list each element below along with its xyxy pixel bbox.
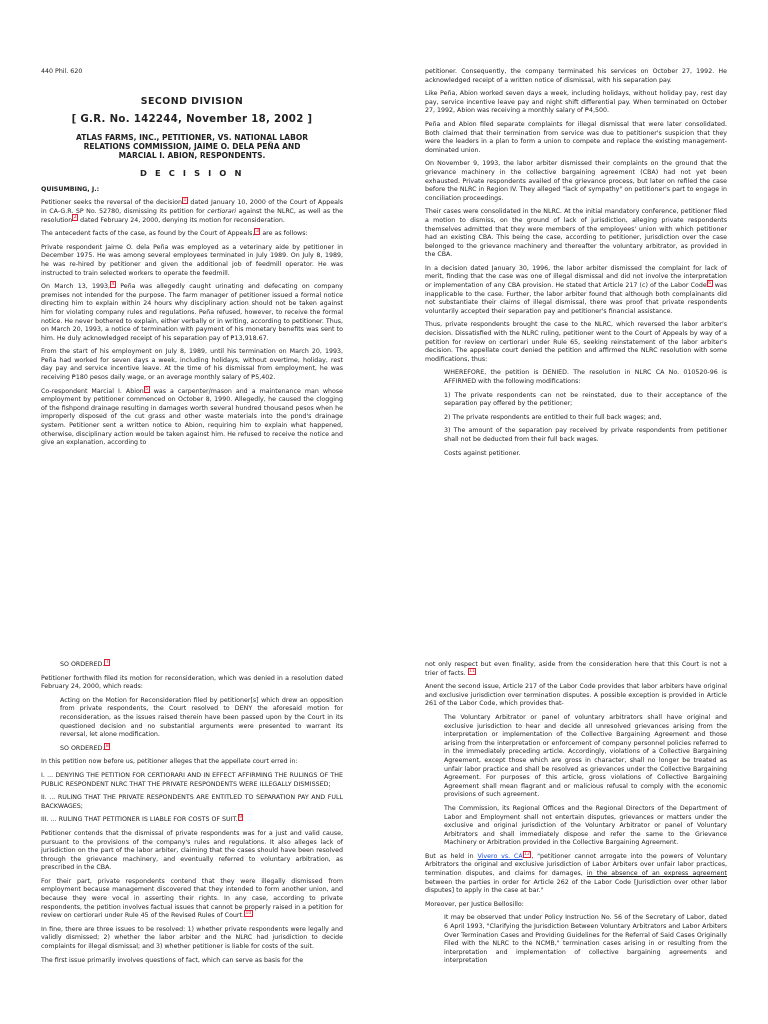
paragraph: Private respondent Jaime O. dela Peña was employed as a veterinary aide by petitioner in December 1975. He was among several employees terminated in July 1989. On July 8, 1989, he was re-hired by petitioner and given the additional job of feedmill operator. He was instructed to train selected workers to operate the feedmill.	[41, 243, 343, 277]
block-quote: The Voluntary Arbitrator or panel of voluntary arbitrators shall have original and exclusive jurisdiction to hear and decide all unresolved grievances arising from the interpretation or implementation of the Collective Bargaining Agreement and those arising from the interpretation or enforcement of company personnel policies referred to in the immediately preceding article. Accordingly, violations of a Collective Bargaining Agreement, except those which are gross in character, shall no longer be treated as unfair labor practice and shall be resolved as grievances under the Collective Bargaining Agreement. For purposes of this article, gross violations of Collective Bargaining Agreement shall mean flagrant and or malicious refusal to comply with the economic provisions of such agreement.	[444, 713, 727, 799]
paragraph: The antecedent facts of the case, as found by the Court of Appeals, $^3$ are as follows:	[41, 229, 308, 238]
footnote-ref-link[interactable]: 2	[73, 215, 77, 221]
footnote-ref-link[interactable]: 3	[255, 229, 259, 235]
page1-left-column	[41, 68, 343, 453]
paragraph: Their cases were consolidated in the NLRC. At the initial mandatory conference, petitioner filed a motion to dismiss, on the ground of lack of jurisdiction, alleging private respondents themselves admitted that they were members of the employees' union with which petitioner had an existing CBA. This being the case, according to petitioner, jurisdiction over the case belonged to the grievance machinery and thereafter the voluntary arbitrator, as provided in the CBA.	[425, 208, 727, 259]
assignment-of-error: I. ... DENYING THE PETITION FOR CERTIORARI AND IN EFFECT AFFIRMING THE RULINGS OF THE PUBLIC RESPONDENT NLRC THAT THE PRIVATE RESPONDENTS WERE ILLEGALLY DISMISSED;	[41, 771, 343, 788]
paragraph: But as held in Vivero vs. CA $^{12}$ , "petitioner cannot arrogate into the powers of Voluntary Arbitrators the original and exclusive jurisdiction of Labor Arbiters over unfair labor practices, termination disputes, and claims for damages, in the absence of an express agreement between the parties in order for Article 262 of the Labor Code [Jurisdiction over other labor disputes] to apply in the case at bar."	[425, 851, 727, 895]
block-quote: The Commission, its Regional Offices and the Regional Directors of the Department of Labor and Employment shall not entertain disputes, grievances or matters under the exclusive and original jurisdiction of the Voluntary Arbitrator or panel of Voluntary Arbitrators and shall immediately dispose and refer the same to the Grievance Machinery or Arbitration provided in the Collective Bargaining Agreement.	[444, 804, 727, 847]
division-heading: SECOND DIVISION	[140, 95, 244, 107]
paragraph: On November 9, 1993, the labor arbiter dismissed their complaints on the ground that the grievance machinery in the collective bargaining agreement (CBA) had not yet been exhausted. Private respondents availed of the grievance process, but later on refiled the case before the NLRC in Region IV. They alleged "lack of sympathy" on petitioner's part to engage in conciliation proceedings.	[425, 160, 727, 202]
so-ordered: SO ORDERED. $^7$	[60, 659, 109, 668]
decision-heading: D E C I S I O N	[139, 168, 244, 179]
paragraph: The first issue primarily involves questions of fact, which can serve as basis for the	[41, 956, 304, 964]
case-number-heading: [ G.R. No. 142244, November 18, 2002 ]	[71, 113, 313, 125]
case-citation-link[interactable]: Vivero vs. CA	[477, 852, 523, 860]
paragraph: Petitioner contends that the dismissal of private respondents was for a just and valid cause, pursuant to the provisions of the company's rules and regulations. It also alleges lack of jurisdiction on the part of the labor arbiter, claiming that the cases should have been resolved through the grievance machinery, and eventually referred to voluntary arbitration, as prescribed in the CBA.	[41, 829, 343, 872]
block-quote: Acting on the Motion for Reconsideration filed by petitioner[s] which drew an opposition from private respondents, the Court resolved to DENY the aforesaid motion for reconsideration, as the issues raised therein have been passed upon by the Court in its questioned decision and no substantial arguments were presented to warrant its reversal, let alone modification.	[60, 696, 343, 739]
case-parties: ATLAS FARMS, INC., PETITIONER, VS. NATIONAL LABOR RELATIONS COMMISSION, JAIME O. DELA PEÑA AND MARCIAL I. ABION, RESPONDENTS.	[76, 132, 308, 160]
block-quote: 1) The private respondents can not be reinstated, due to their acceptance of the separation pay offered by the petitioner;	[444, 391, 727, 408]
block-quote: Costs against petitioner.	[444, 449, 521, 457]
assignment-of-error: III. ... RULING THAT PETITIONER IS LIABLE FOR COSTS OF SUIT. $^9$	[41, 815, 242, 824]
paragraph: For their part, private respondents contend that they were illegally dismissed from employment because management discovered that they intended to form another union, and because they were vocal in asserting their rights. In any case, according to private respondents, the petition involves factual issues that cannot be properly raised in a petition for review on certiorari under Rule 45 of the Revised Rules of Court. $^{10}$	[41, 877, 343, 920]
paragraph: Anent the second issue, Article 217 of the Labor Code provides that labor arbiters have original and exclusive jurisdiction over termination disputes. A possible exception is provided in Article 261 of the Labor Code, which provides that-	[425, 683, 727, 708]
page2-left-column	[41, 661, 343, 970]
footnote-ref-link[interactable]: 1	[183, 198, 187, 204]
paragraph: Moreover, per Justice Bellosillo:	[425, 900, 524, 908]
footnote-ref-link[interactable]: 9	[239, 815, 242, 821]
footnote-ref-link[interactable]: 4	[111, 282, 115, 288]
paragraph: In this petition now before us, petitioner alleges that the appellate court erred in:	[41, 758, 298, 766]
footnote-ref-link[interactable]: 5	[145, 386, 149, 392]
page1-right-column	[425, 68, 727, 463]
ponente: QUISUMBING, J.:	[41, 185, 100, 193]
assignment-of-error: II. ... RULING THAT THE PRIVATE RESPONDENTS ARE ENTITLED TO SEPARATION PAY AND FULL BACKWAGES;	[41, 794, 343, 810]
block-quote: 3) The amount of the separation pay received by private respondents from petitioner shall not be deducted from their full back wages.	[444, 427, 727, 443]
footnote-ref-link[interactable]: 12	[524, 851, 530, 857]
footnote-ref-link[interactable]: 10	[245, 911, 252, 917]
paragraph: not only respect but even finality, aside from the consideration here that this Court is not a trier of facts. $^{11}$	[425, 661, 727, 677]
paragraph: In fine, there are three issues to be resolved: 1) whether private respondents were legally and validly dismissed; 2) whether the labor arbiter and the NLRC had jurisdiction to decide complaints for illegal dismissal; and 3) whether petitioner is liable for costs of the suit.	[41, 925, 343, 951]
paragraph: Co-respondent Marcial I. Abion $^5$ was a carpenter/mason and a maintenance man whose employment by petitioner commenced on October 8, 1990. Allegedly, he caused the clogging of the fishpond drainage resulting in damages worth several hundred thousand pesos when he improperly disposed of the cut grass and other waste materials into the pond's drainage system. Petitioner sent a written notice to Abion, requiring him to explain what happened, otherwise, disciplinary action would be taken against him. He refused to receive the notice and give an explanation, according to	[41, 386, 343, 447]
paragraph: In a decision dated January 30, 1996, the labor arbiter dismissed the complaint for lack of merit, finding that the case was one of illegal dismissal and did not involve the interpretation or implementation of any CBA provision. He stated that Article 217 (c) of the Labor Code $^6$ was inapplicable to the case. Further, the labor arbiter found that although both complainants did not substantiate their claims of illegal dismissal, there was proof that private respondents voluntarily accepted their separation pay and petitioner's financial assistance.	[425, 264, 728, 315]
paragraph: Like Peña, Abion worked seven days a week, including holidays, without holiday pay, rest day pay, service incentive leave pay and night shift differential pay. When terminated on October 27, 1992, Abion was receiving a monthly salary of ₱4,500.	[425, 90, 727, 115]
paragraph: On March 13, 1993, $^4$ Peña was allegedly caught urinating and defecating on company premises not intended for the purpose. The farm manager of petitioner issued a formal notice directing him to explain within 24 hours why disciplinary action should not be taken against him for violating company rules and regulations. Peña refused, however, to receive the formal notice. He never bothered to explain, either verbally or in writing, according to petitioner. Thus, on March 20, 1993, a notice of termination with payment of his monetary benefits was sent to him. He duly acknowledged receipt of his separation pay of ₱13,918.67.	[41, 282, 343, 342]
paragraph: Petitioner seeks the reversal of the decision $^1$ dated January 10, 2000 of the Court of Appeals in CA-G.R. SP No. 52780, dismissing its petition for certiorari against the NLRC, as well as the resolution $^2$ dated February 24, 2000, denying its motion for reconsideration.	[41, 198, 344, 224]
block-quote: WHEREFORE, the petition is DENIED. The resolution in NLRC CA No. 010520-96 is AFFIRMED with the following modifications:	[444, 369, 727, 385]
footnote-ref-link[interactable]: 8	[105, 743, 109, 749]
so-ordered: SO ORDERED. $^8$	[60, 743, 109, 752]
block-quote: 2) The private respondents are entitled to their full back wages; and,	[444, 413, 662, 421]
page2-right-column	[425, 661, 727, 971]
paragraph: From the start of his employment on July 8, 1989, until his termination on March 20, 1993, Peña had worked for seven days a week, including holidays, without overtime, holiday, rest day pay and service incentive leave. At the time of his dismissal from employment, he was receiving ₱180 pesos daily wage, or an average monthly salary of ₱5,402.	[41, 348, 343, 382]
footnote-ref-link[interactable]: 6	[708, 280, 712, 286]
paragraph: Peña and Abion filed separate complaints for illegal dismissal that were later consolidated. Both claimed that their termination from service was due to petitioner's suspicion that they were the leaders in a plan to form a union to compete and replace the existing management-dominated union.	[425, 120, 727, 154]
paragraph: Petitioner forthwith filed its motion for reconsideration, which was denied in a resolution dated February 24, 2000, which reads:	[41, 674, 343, 691]
block-quote: It may be observed that under Policy Instruction No. 56 of the Secretary of Labor, dated 6 April 1993, "Clarifying the Jurisdiction Between Voluntary Arbitrators and Labor Arbiters Over Termination Cases and Providing Guidelines for the Referral of Said Cases Originally Filed with the NLRC to the NCMB," termination cases arising in or resulting from the interpretation and implementation of collective bargaining agreements and interpretation	[444, 914, 727, 965]
paragraph: Thus, private respondents brought the case to the NLRC, which reversed the labor arbiter's decision. Dissatisfied with the NLRC ruling, petitioner went to the Court of Appeals by way of a petition for review on certiorari under Rule 65, seeking reinstatement of the labor arbiter's decision. The appellate court denied the petition and affirmed the NLRC resolution with some modifications, thus:	[425, 321, 727, 363]
paragraph: petitioner. Consequently, the company terminated his services on October 27, 1992. He acknowledged receipt of a written notice of dismissal, with his separation pay.	[425, 68, 727, 84]
phil-citation: 440 Phil. 620	[41, 68, 83, 75]
footnote-ref-link[interactable]: 11	[469, 668, 475, 674]
footnote-ref-link[interactable]: 7	[105, 659, 109, 665]
